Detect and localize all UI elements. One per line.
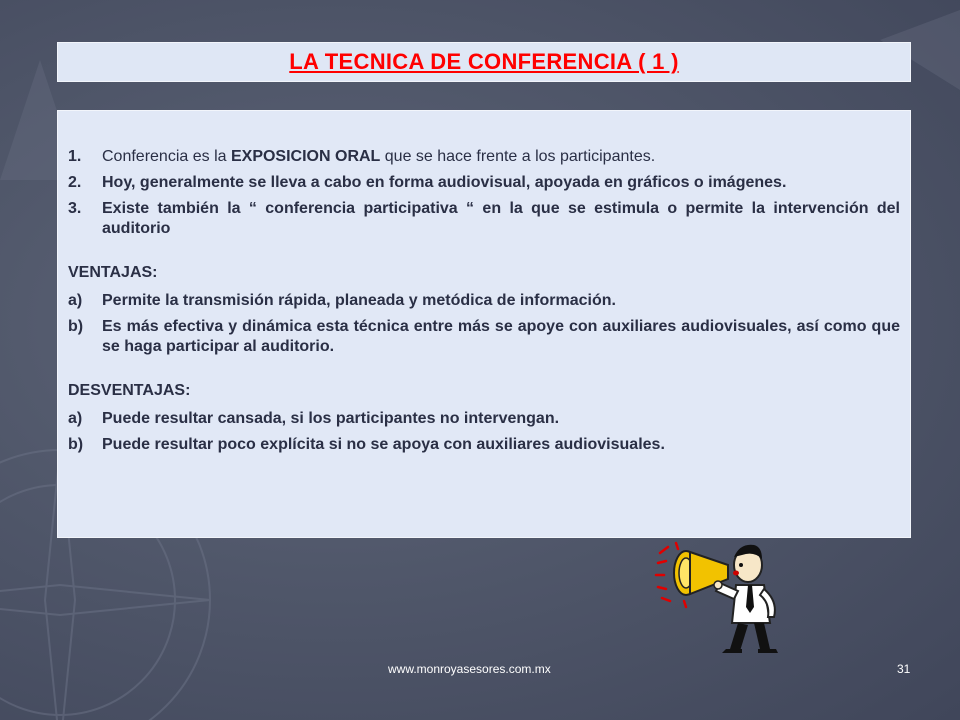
man-with-megaphone-icon — [650, 535, 790, 655]
item-label: b) — [68, 436, 84, 453]
page-number: 31 — [897, 662, 911, 676]
footer-url: www.monroyasesores.com.mx — [388, 662, 551, 676]
item-text: Puede resultar cansada, si los participantes no intervengan. — [102, 410, 560, 427]
item-text-bold: EXPOSICION ORAL — [230, 148, 381, 165]
slide-title: LA TECNICA DE CONFERENCIA ( 1 ) — [289, 49, 679, 74]
item-label: b) — [68, 318, 84, 335]
intro-item-1 — [68, 147, 900, 167]
intro-item-2 — [68, 173, 900, 193]
item-text: Puede resultar poco explícita si no se apoya con auxiliares audiovisuales. — [102, 436, 665, 453]
item-label: a) — [68, 410, 83, 427]
ventajas-item-b — [68, 317, 900, 357]
item-text-before: Conferencia es la — [102, 148, 231, 165]
item-label: a) — [68, 292, 83, 309]
item-number: 3. — [68, 200, 82, 217]
desventajas-item-a — [68, 409, 900, 429]
item-text-after: que se hace frente a los participantes. — [380, 148, 656, 165]
item-text: Existe también la “ conferencia participativa “ en la que se estimula o permite la intervención del auditorio — [102, 200, 900, 237]
item-text: Hoy, generalmente se lleva a cabo en forma audiovisual, apoyada en gráficos o imágenes. — [102, 174, 787, 191]
desventajas-heading: DESVENTAJAS: — [68, 382, 191, 399]
ventajas-item-a — [68, 291, 900, 311]
item-text: Permite la transmisión rápida, planeada y metódica de información. — [102, 292, 616, 309]
item-text: Es más efectiva y dinámica esta técnica entre más se apoye con auxiliares audiovisuales, así como que se haga participar al auditorio. — [102, 318, 900, 355]
item-text — [102, 147, 900, 167]
content-box — [57, 110, 911, 538]
title-box — [57, 42, 911, 82]
item-number: 1. — [68, 148, 82, 165]
desventajas-item-b — [68, 435, 900, 455]
ventajas-heading: VENTAJAS: — [68, 264, 158, 281]
item-number: 2. — [68, 174, 82, 191]
intro-item-3 — [68, 199, 900, 239]
